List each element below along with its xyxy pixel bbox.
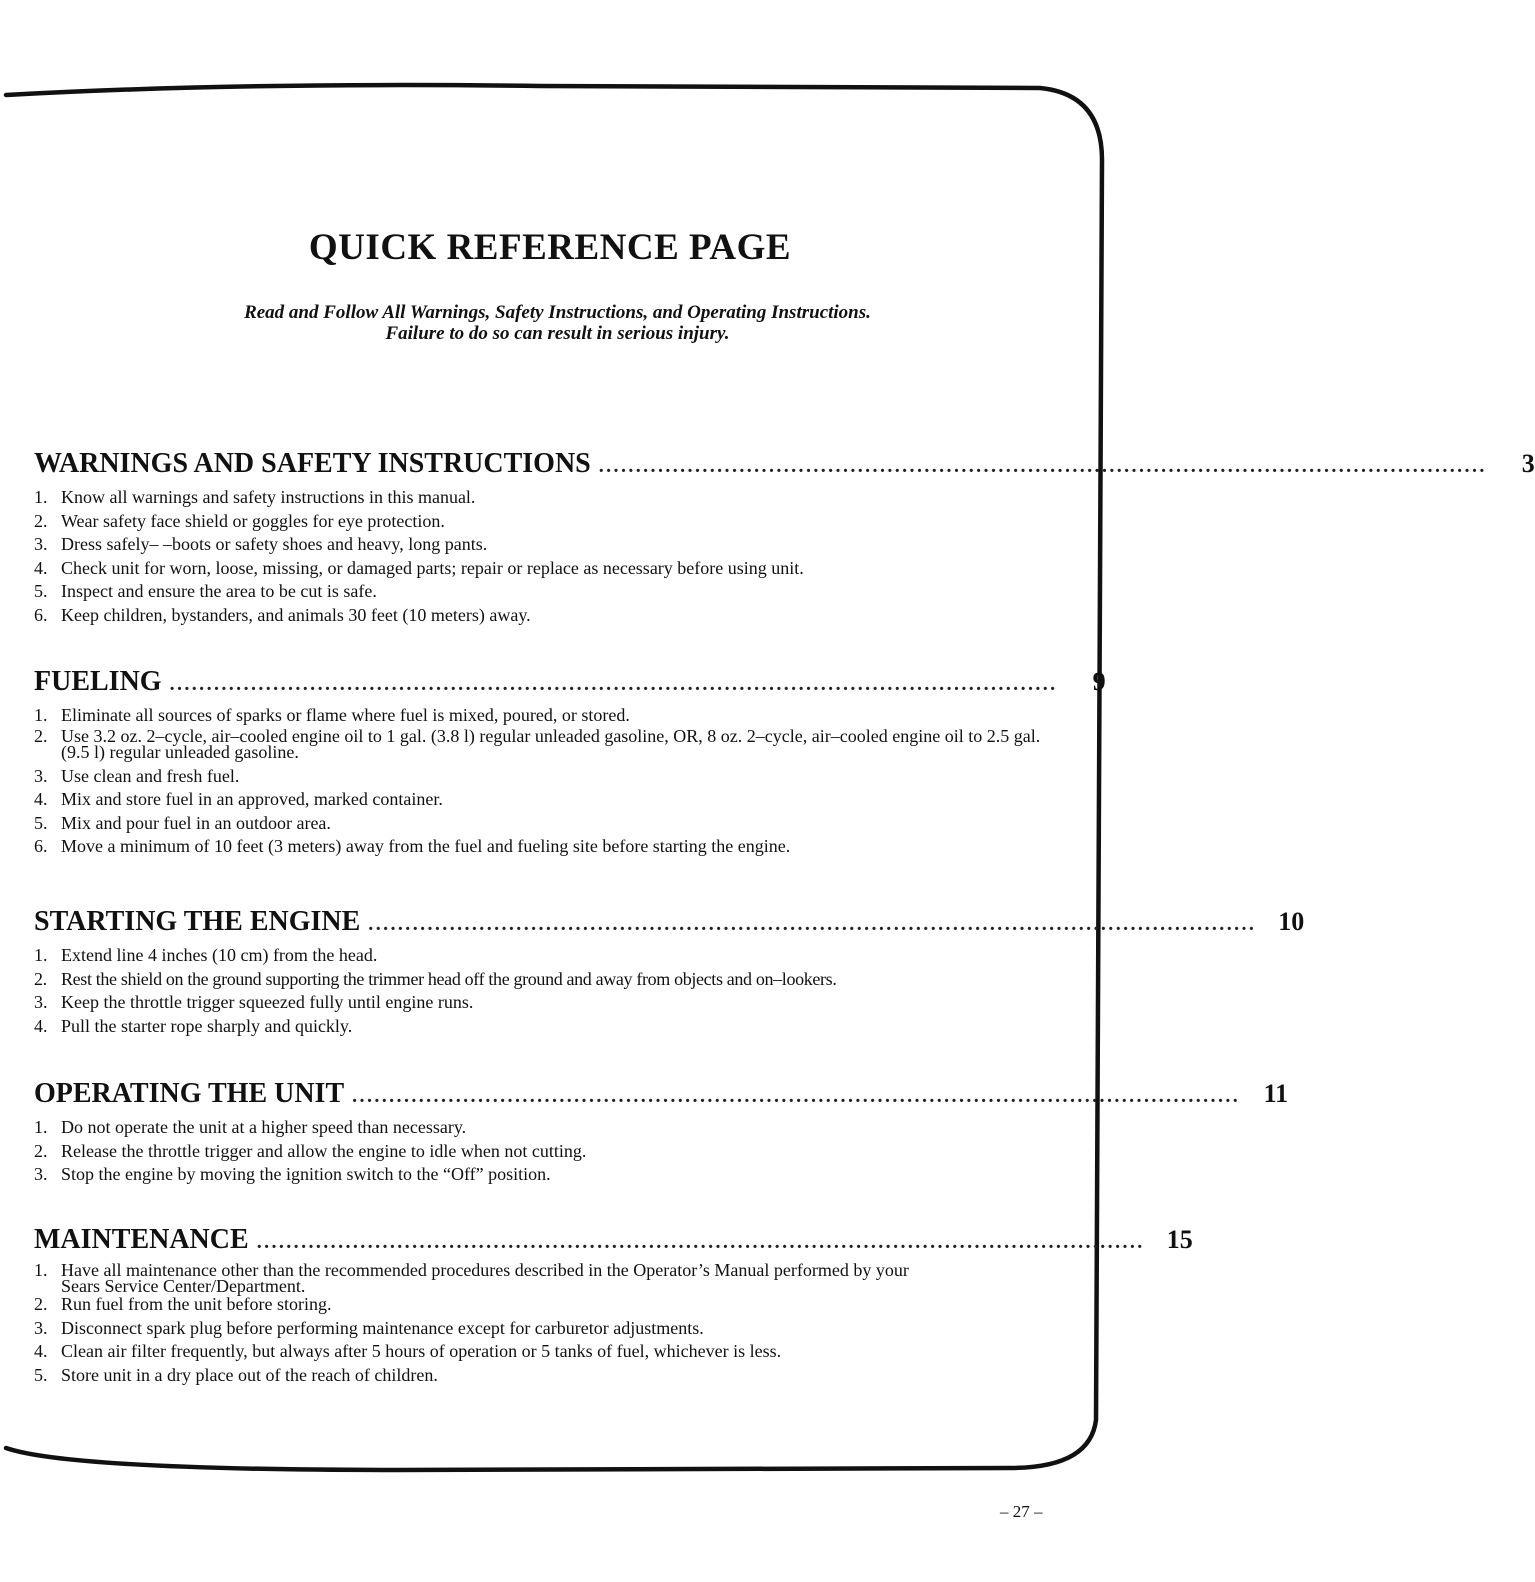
section-page-number: 15 [1166, 1225, 1193, 1254]
item-text: Stop the engine by moving the ignition switch to the “Off” position. [61, 1164, 551, 1184]
instruction-list [34, 1262, 1058, 1387]
item-text: Check unit for worn, loose, missing, or damaged parts; repair or replace as necessary before using unit. [61, 557, 804, 578]
section-page-number: 3 [1521, 449, 1535, 478]
item-text: Clean air filter frequently, but always after 5 hours of operation or 5 tanks of fuel, whichever is less. [61, 1341, 782, 1361]
section-heading [34, 906, 1305, 940]
item-number: 3. [34, 765, 48, 786]
list-item [34, 765, 1058, 789]
section-page-number: 11 [1263, 1079, 1289, 1108]
item-text: Wear safety face shield or goggles for eye protection. [61, 510, 445, 531]
item-number: 4. [34, 789, 48, 809]
item-text: Move a minimum of 10 feet (3 meters) away from the fuel and fueling site before starting the engine. [61, 836, 791, 856]
item-number: 1. [34, 1117, 48, 1137]
list-item [34, 1163, 1058, 1187]
item-text: Eliminate all sources of sparks or flame where fuel is mixed, poured, or stored. [61, 705, 630, 725]
item-number: 3. [34, 1317, 48, 1338]
item-number: 4. [34, 557, 48, 578]
instruction-list [34, 944, 1058, 1038]
section-title: FUELING [34, 666, 162, 697]
section-warnings-safety [34, 448, 1535, 627]
item-number: 3. [34, 992, 48, 1012]
list-item [34, 725, 1058, 762]
list-item [34, 788, 1058, 812]
list-item [34, 944, 1058, 968]
item-number: 5. [34, 581, 48, 601]
list-item [34, 486, 1058, 510]
instruction-list [34, 486, 1058, 627]
section-heading [34, 666, 1106, 700]
section-starting-engine [34, 906, 1305, 1038]
item-text: Keep children, bystanders, and animals 30 feet (10 meters) away. [61, 604, 531, 625]
list-item [34, 812, 1058, 836]
item-number: 3. [34, 1164, 48, 1184]
item-text: Extend line 4 inches (10 cm) from the head. [61, 945, 378, 965]
section-maintenance [34, 1224, 1193, 1387]
list-item [34, 510, 1058, 534]
instruction-list [34, 704, 1058, 859]
item-number: 2. [34, 725, 48, 746]
list-item [34, 1293, 1058, 1317]
item-text: Use 3.2 oz. 2–cycle, air–cooled engine oil to 1 gal. (3.8 l) regular unleaded gasoline, OR, 8 oz. 2–cycle, air–cooled engine oil to 2.5 gal. (9.5 l) regular unleaded gasoline. [61, 725, 1041, 762]
list-item [34, 580, 1058, 604]
dot-leader: ........................................................................................................................ [169, 673, 1058, 695]
list-item [34, 835, 1058, 859]
section-page-number: 10 [1278, 907, 1305, 936]
section-operating-unit [34, 1078, 1289, 1187]
item-text: Inspect and ensure the area to be cut is safe. [61, 581, 377, 601]
item-number: 6. [34, 604, 48, 625]
section-fueling [34, 666, 1106, 859]
section-title: WARNINGS AND SAFETY INSTRUCTIONS [34, 448, 591, 479]
dot-leader: ........................................................................................................................ [352, 1085, 1241, 1107]
item-number: 1. [34, 1260, 48, 1280]
list-item [34, 991, 1058, 1015]
item-number: 4. [34, 1341, 48, 1361]
safety-notice-line-1: Read and Follow All Warnings, Safety Instructions, and Operating Instructions. [244, 302, 871, 323]
safety-notice [0, 302, 1115, 344]
section-heading [34, 1224, 1193, 1258]
page-title: QUICK REFERENCE PAGE [308, 227, 792, 268]
item-text: Mix and store fuel in an approved, marked container. [61, 789, 443, 809]
item-number: 2. [34, 1294, 48, 1314]
item-number: 2. [34, 510, 48, 531]
list-item [34, 1140, 1058, 1164]
item-number: 5. [34, 812, 48, 833]
item-number: 1. [34, 705, 48, 725]
item-text: Dress safely– –boots or safety shoes and heavy, long pants. [61, 534, 488, 554]
list-item [34, 968, 1058, 992]
item-text: Keep the throttle trigger squeezed fully until engine runs. [61, 992, 474, 1012]
item-number: 2. [34, 968, 47, 989]
item-text: Release the throttle trigger and allow the engine to idle when not cutting. [61, 1140, 587, 1161]
list-item [34, 1317, 1058, 1341]
section-title: STARTING THE ENGINE [34, 906, 361, 937]
list-item [34, 1364, 1058, 1388]
item-number: 3. [34, 534, 48, 554]
list-item [34, 704, 1058, 728]
section-title: MAINTENANCE [34, 1224, 249, 1255]
item-text: Disconnect spark plug before performing maintenance except for carburetor adjustments. [61, 1317, 704, 1338]
safety-notice-line-2: Failure to do so can result in serious injury. [385, 323, 730, 344]
dot-leader: ........................................................................................................................ [368, 913, 1257, 935]
list-item [34, 604, 1058, 628]
section-heading [34, 448, 1535, 482]
item-number: 1. [34, 487, 48, 507]
item-number: 2. [34, 1140, 48, 1161]
dot-leader: ........................................................................................................................ [256, 1231, 1145, 1253]
item-number: 1. [34, 945, 48, 965]
instruction-list [34, 1116, 1058, 1187]
section-title: OPERATING THE UNIT [34, 1078, 345, 1109]
section-page-number: 9 [1092, 667, 1106, 696]
item-text: Pull the starter rope sharply and quickly. [61, 1015, 353, 1036]
page-number: – 27 – [1000, 1502, 1043, 1521]
list-item [34, 533, 1058, 557]
item-text: Do not operate the unit at a higher speed than necessary. [61, 1117, 467, 1137]
list-item [34, 1262, 1058, 1294]
list-item [34, 1340, 1058, 1364]
item-text: Know all warnings and safety instructions in this manual. [61, 487, 476, 507]
item-number: 6. [34, 836, 48, 856]
item-number: 4. [34, 1015, 48, 1036]
section-heading [34, 1078, 1289, 1112]
item-text: Have all maintenance other than the recommended procedures described in the Operator’s Manual performed by your Sears Service Center/Department. [61, 1260, 909, 1296]
list-item [34, 557, 1058, 581]
item-text: Rest the shield on the ground supporting the trimmer head off the ground and away from objects and on–lookers. [61, 968, 837, 989]
item-text: Use clean and fresh fuel. [61, 765, 240, 786]
item-text: Store unit in a dry place out of the reach of children. [61, 1364, 438, 1385]
list-item [34, 1116, 1058, 1140]
list-item [34, 1015, 1058, 1039]
item-number: 5. [34, 1364, 48, 1385]
item-text: Mix and pour fuel in an outdoor area. [61, 812, 331, 833]
dot-leader: ........................................................................................................................ [598, 455, 1487, 477]
item-text: Run fuel from the unit before storing. [61, 1294, 332, 1314]
